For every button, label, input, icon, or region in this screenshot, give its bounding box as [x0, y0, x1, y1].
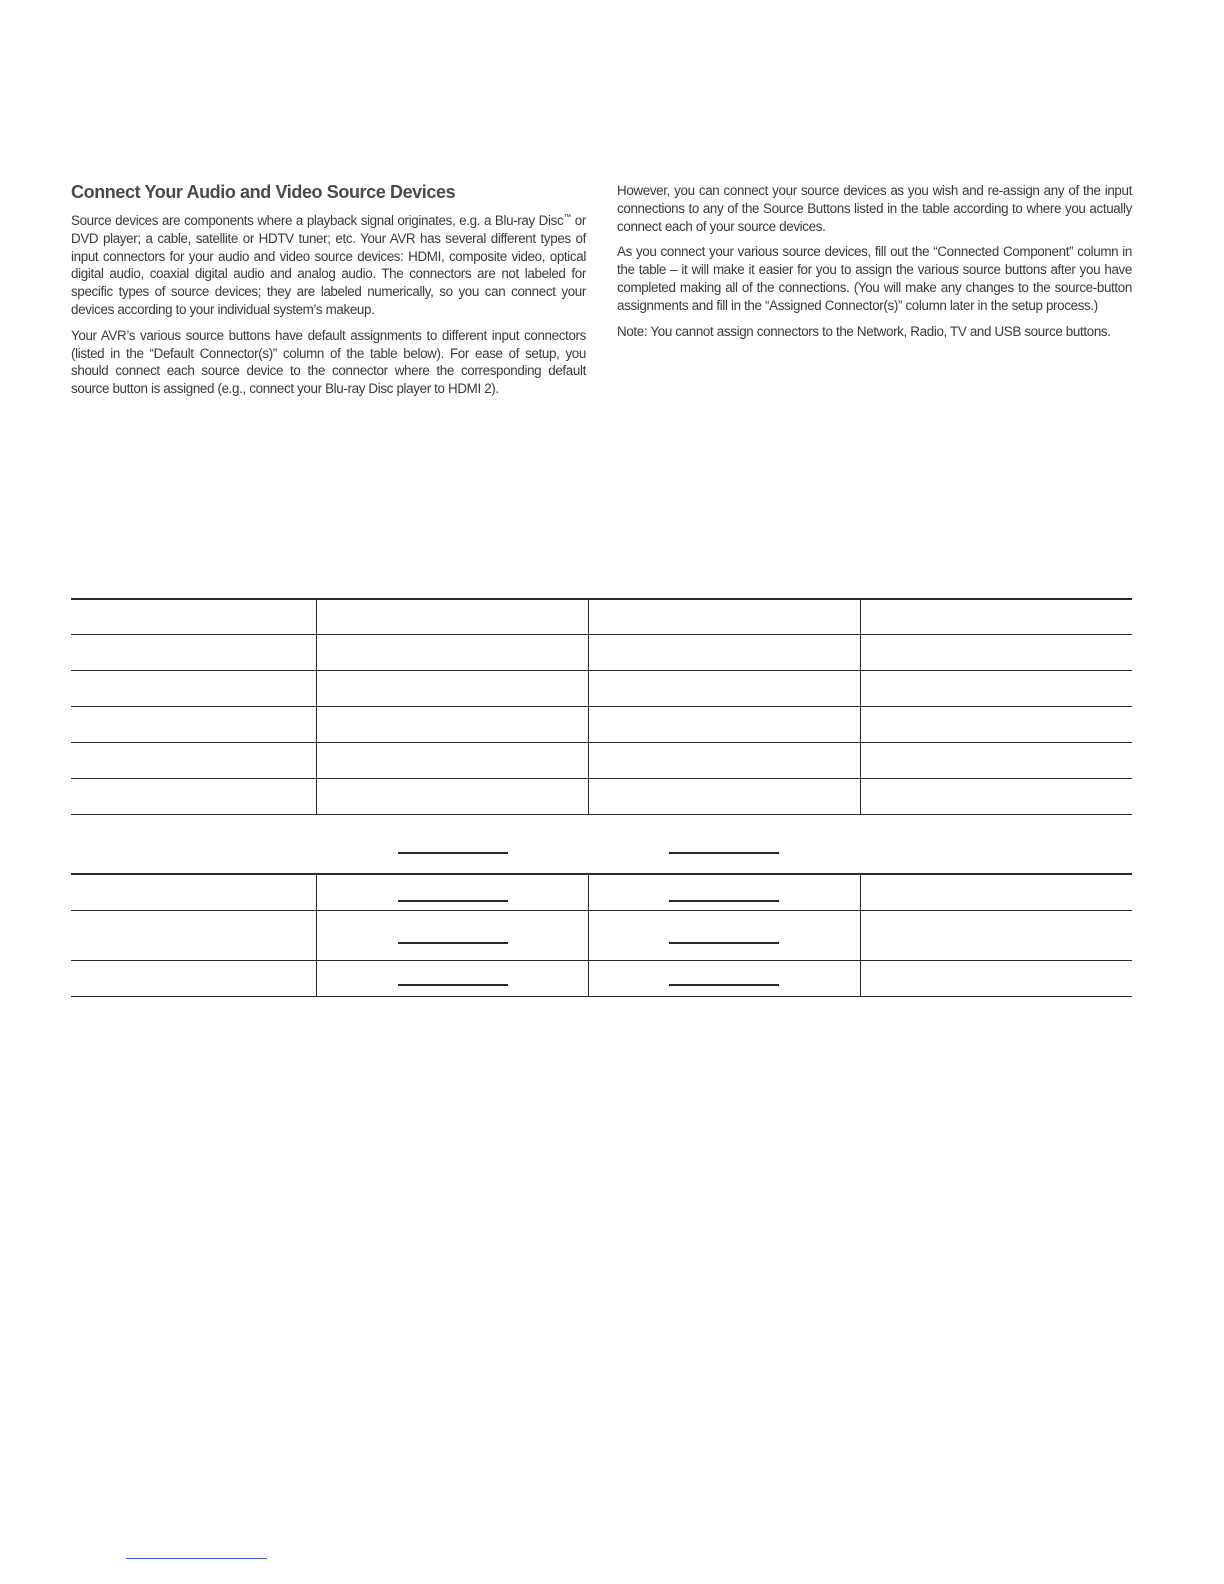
table-cell	[71, 600, 316, 634]
paragraph-note: Note: You cannot assign connectors to the Network, Radio, TV and USB source buttons.	[617, 323, 1111, 339]
table-cell	[316, 875, 588, 910]
fill-in-line	[669, 942, 779, 944]
table-row	[71, 911, 1132, 961]
table-cell	[860, 707, 1132, 742]
fill-in-line	[669, 984, 779, 986]
paragraph-source-devices-start: Source devices are components where a playback signal originates, e.g. a Blu-ray Disc	[71, 213, 564, 228]
trademark-symbol: ™	[563, 212, 571, 222]
table-row	[71, 875, 1132, 911]
table-cell	[316, 671, 588, 706]
paragraph-default-assignments: Your AVR’s various source buttons have default assignments to different input connectors (listed in the “Default Connector(s)” column of the table below). For ease of setup, you should connect each source device to the connector where the corresponding default source button is assigned (e.g., connect your Blu-ray Disc player to HDMI 2).	[71, 327, 586, 397]
paragraph-reassign: However, you can connect your source devices as you wish and re-assign any of the input connections to any of the Source Buttons listed in the table according to where you actually connect each of your source devices.	[617, 183, 1132, 234]
right-column	[617, 180, 1132, 348]
table-cell	[316, 961, 588, 996]
table-row	[71, 707, 1132, 743]
paragraph-source-devices-rest: or DVD player; a cable, satellite or HDTV tuner; etc. Your AVR has several different types of input connectors for your audio and video source devices: HDMI, composite video, optical digital audio, coaxial digital audio and analog audio. The connectors are not labeled for specific types of source devices; they are labeled numerically, so you can connect your devices according to your individual system’s makeup.	[71, 213, 586, 317]
table-row	[71, 743, 1132, 779]
fill-in-line	[669, 852, 779, 854]
table-cell	[316, 743, 588, 778]
fill-in-line	[398, 942, 508, 944]
table-cell	[588, 671, 860, 706]
table-row-gap	[71, 815, 1132, 875]
table-cell	[71, 961, 316, 996]
table-cell	[588, 635, 860, 670]
table-cell	[588, 961, 860, 996]
table-cell	[860, 600, 1132, 634]
table-row	[71, 779, 1132, 815]
table-cell	[71, 743, 316, 778]
source-table-upper	[71, 598, 1132, 997]
table-cell	[860, 875, 1132, 910]
section-heading: Connect Your Audio and Video Source Devices	[71, 182, 456, 202]
table-cell	[588, 875, 860, 910]
table-cell	[71, 911, 316, 960]
table-cell	[71, 671, 316, 706]
table-cell	[860, 635, 1132, 670]
table-cell	[860, 743, 1132, 778]
table-cell	[588, 911, 860, 960]
paragraph-source-devices	[71, 212, 586, 319]
table-cell	[588, 600, 860, 634]
table-cell	[860, 911, 1132, 960]
table-row	[71, 635, 1132, 671]
table-cell	[71, 707, 316, 742]
table-cell	[316, 600, 588, 634]
table-cell	[588, 779, 860, 814]
table-cell	[588, 743, 860, 778]
paragraph-connected-component: As you connect your various source devices, fill out the “Connected Component” column in the table – it will make it easier for you to assign the various source buttons after you have completed making all of the connections. (You will make any changes to the source-button assignments and fill in the “Assigned Connector(s)” column later in the setup process.)	[617, 244, 1132, 313]
table-cell	[71, 875, 316, 910]
table-cell	[316, 707, 588, 742]
fill-in-line	[669, 900, 779, 902]
left-column	[71, 180, 586, 406]
table-cell	[71, 635, 316, 670]
fill-in-line	[398, 852, 508, 854]
table-cell	[316, 635, 588, 670]
table-cell	[316, 911, 588, 960]
table-cell	[860, 961, 1132, 996]
fill-in-line	[398, 900, 508, 902]
table-cell	[588, 707, 860, 742]
table-row	[71, 598, 1132, 635]
footer-link-underline[interactable]	[126, 1558, 267, 1559]
fill-in-line	[398, 984, 508, 986]
table-row	[71, 961, 1132, 997]
table-cell	[860, 779, 1132, 814]
table-cell	[316, 779, 588, 814]
table-cell	[860, 671, 1132, 706]
table-cell	[71, 779, 316, 814]
table-row	[71, 671, 1132, 707]
